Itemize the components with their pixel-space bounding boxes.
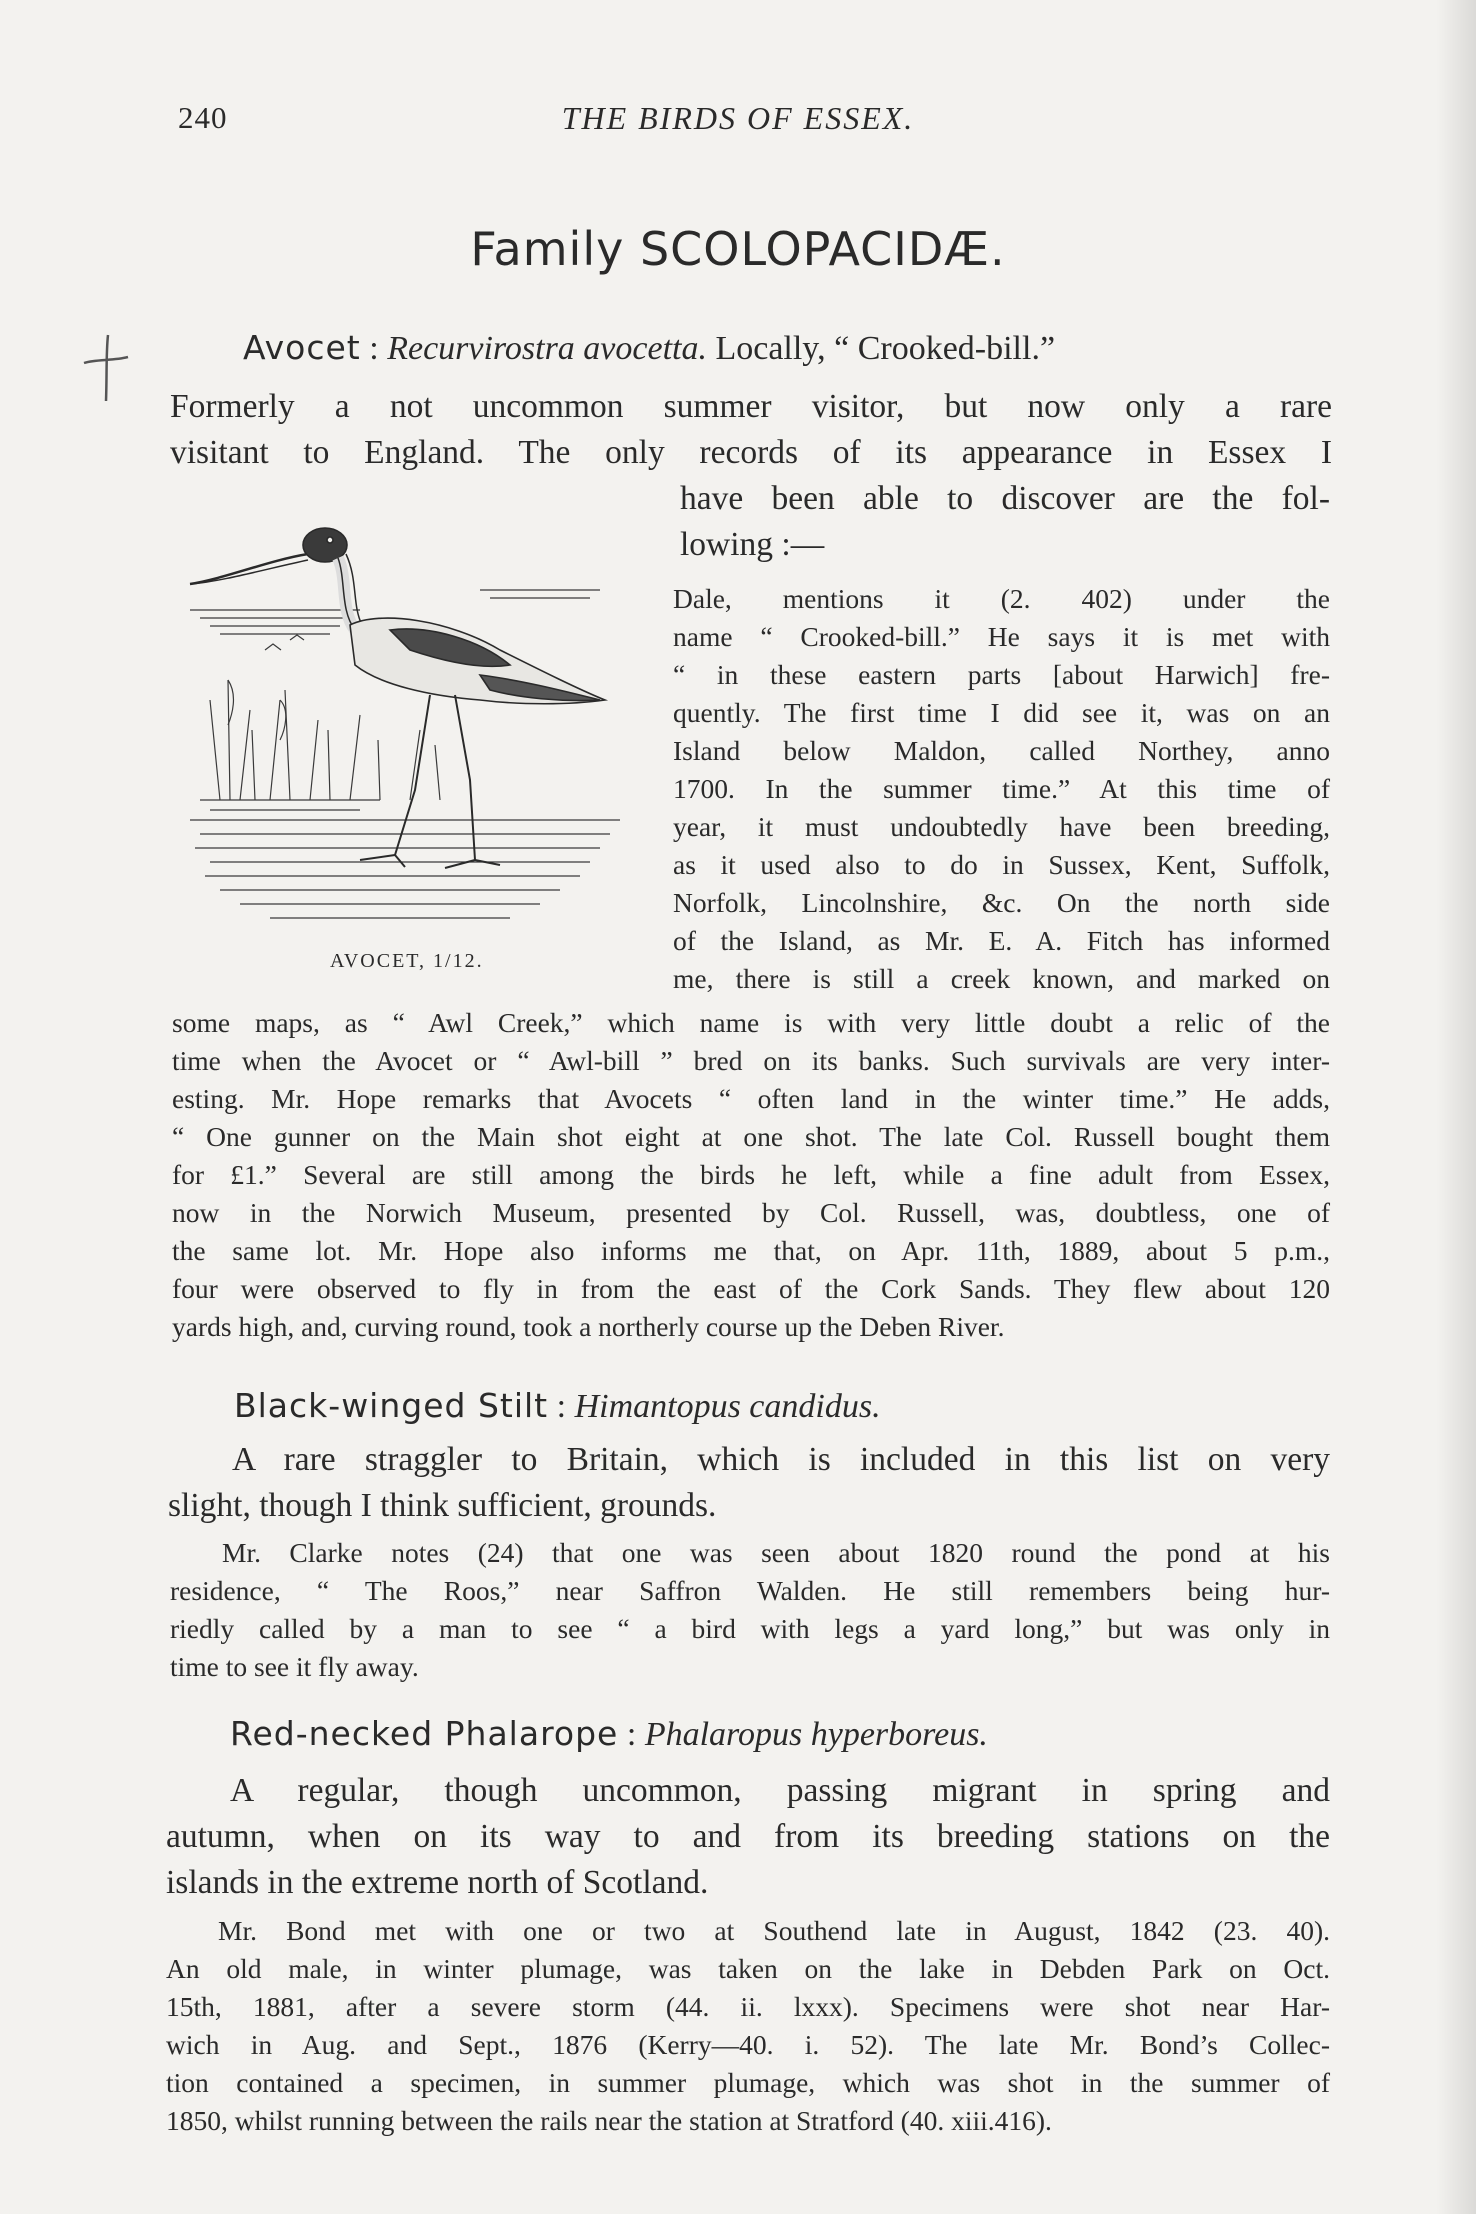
- text-line: of the Island, as Mr. E. A. Fitch has informed: [673, 925, 1330, 956]
- handwritten-plus-mark: [80, 333, 130, 403]
- text-line: Formerly a not uncommon summer visitor, but now only a rare: [170, 388, 1332, 425]
- text-line: residence, “ The Roos,” near Saffron Walden. He still remembers being hur-: [170, 1575, 1330, 1606]
- running-head: [0, 100, 1476, 140]
- text-line: 1850, whilst running between the rails near the station at Stratford (40. xiii.416).: [166, 2105, 1052, 2136]
- text-line: time when the Avocet or “ Awl-bill ” bred on its banks. Such survivals are very inter-: [172, 1045, 1330, 1076]
- text-line: A regular, though uncommon, passing migrant in spring and: [230, 1772, 1330, 1809]
- text-line: quently. The first time I did see it, was on an: [673, 697, 1330, 728]
- text-line: An old male, in winter plumage, was taken on the lake in Debden Park on Oct.: [166, 1953, 1330, 1984]
- text-line: “ in these eastern parts [about Harwich] fre-: [673, 659, 1330, 690]
- avocet-intro-right: [680, 476, 1330, 568]
- running-title: THE BIRDS OF ESSEX.: [561, 100, 915, 136]
- text-line: 1700. In the summer time.” At this time of: [673, 773, 1330, 804]
- text-line: islands in the extreme north of Scotland.: [166, 1864, 709, 1901]
- text-line: autumn, when on its way to and from its breeding stations on the: [166, 1818, 1330, 1855]
- text-line: time to see it fly away.: [170, 1651, 419, 1682]
- stilt-detail: [170, 1534, 1330, 1686]
- text-line: yards high, and, curving round, took a northerly course up the Deben River.: [172, 1311, 1005, 1342]
- text-line: Mr. Clarke notes (24) that one was seen about 1820 round the pond at his: [222, 1537, 1330, 1568]
- text-line: Dale, mentions it (2. 402) under the: [673, 583, 1330, 614]
- avocet-detail-full: [172, 1004, 1330, 1346]
- separator: :: [618, 1716, 645, 1753]
- phalarope-intro: [166, 1768, 1330, 1906]
- text-line: tion contained a specimen, in summer plumage, which was shot in the summer of: [166, 2067, 1330, 2098]
- local-name: Locally, “ Crooked-bill.”: [706, 330, 1056, 367]
- family-heading: Family SCOLOPACIDÆ.: [470, 222, 1006, 276]
- text-line: four were observed to fly in from the east of the Cork Sands. They flew about 120: [172, 1273, 1330, 1304]
- stilt-heading: [234, 1386, 881, 1426]
- species-name: Avocet: [243, 328, 361, 367]
- avocet-detail-right: [673, 580, 1330, 998]
- phalarope-heading: [230, 1714, 988, 1754]
- text-line: esting. Mr. Hope remarks that Avocets “ often land in the winter time.” He adds,: [172, 1083, 1330, 1114]
- species-name: Red-necked Phalarope: [230, 1714, 619, 1753]
- species-name: Black-winged Stilt: [234, 1386, 549, 1425]
- separator: :: [360, 330, 388, 367]
- text-line: Mr. Bond met with one or two at Southend late in August, 1842 (23. 40).: [218, 1915, 1330, 1946]
- text-line: wich in Aug. and Sept., 1876 (Kerry—40. i. 52). The late Mr. Bond’s Collec-: [166, 2029, 1330, 2060]
- text-line: riedly called by a man to see “ a bird with legs a yard long,” but was only in: [170, 1613, 1330, 1644]
- text-line: Island below Maldon, called Northey, anno: [673, 735, 1330, 766]
- page-number: 240: [178, 100, 228, 135]
- page-edge-shadow: [1436, 0, 1476, 2214]
- avocet-engraving: [180, 500, 650, 940]
- text-line: for £1.” Several are still among the birds he left, while a fine adult from Essex,: [172, 1159, 1330, 1190]
- text-line: me, there is still a creek known, and marked on: [673, 963, 1330, 994]
- text-line: lowing :—: [680, 526, 825, 563]
- latin-name: Recurvirostra avocetta.: [387, 330, 707, 367]
- text-line: now in the Norwich Museum, presented by Col. Russell, was, doubtless, one of: [172, 1197, 1330, 1228]
- latin-name: Phalaropus hyperboreus.: [644, 1716, 988, 1753]
- text-line: 15th, 1881, after a severe storm (44. ii. lxxx). Specimens were shot near Har-: [166, 1991, 1330, 2022]
- latin-name: Himantopus candidus.: [574, 1388, 881, 1425]
- text-line: some maps, as “ Awl Creek,” which name is with very little doubt a relic of the: [172, 1007, 1330, 1038]
- separator: :: [548, 1388, 575, 1425]
- text-line: slight, though I think sufficient, grounds.: [168, 1487, 717, 1524]
- stilt-intro: [168, 1437, 1330, 1529]
- text-line: “ One gunner on the Main shot eight at one shot. The late Col. Russell bought them: [172, 1121, 1330, 1152]
- text-line: Norfolk, Lincolnshire, &c. On the north side: [673, 887, 1330, 918]
- text-line: name “ Crooked-bill.” He says it is met with: [673, 621, 1330, 652]
- avocet-intro: [170, 384, 1332, 476]
- text-line: year, it must undoubtedly have been breeding,: [673, 811, 1330, 842]
- text-line: A rare straggler to Britain, which is included in this list on very: [232, 1441, 1330, 1478]
- text-line: as it used also to do in Sussex, Kent, Suffolk,: [673, 849, 1330, 880]
- text-line: the same lot. Mr. Hope also informs me that, on Apr. 11th, 1889, about 5 p.m.,: [172, 1235, 1330, 1266]
- text-line: have been able to discover are the fol-: [680, 480, 1330, 517]
- phalarope-detail: [166, 1912, 1330, 2140]
- avocet-heading: [243, 328, 1055, 368]
- figure-caption: AVOCET, 1/12.: [330, 950, 484, 972]
- text-line: visitant to England. The only records of its appearance in Essex I: [170, 434, 1332, 471]
